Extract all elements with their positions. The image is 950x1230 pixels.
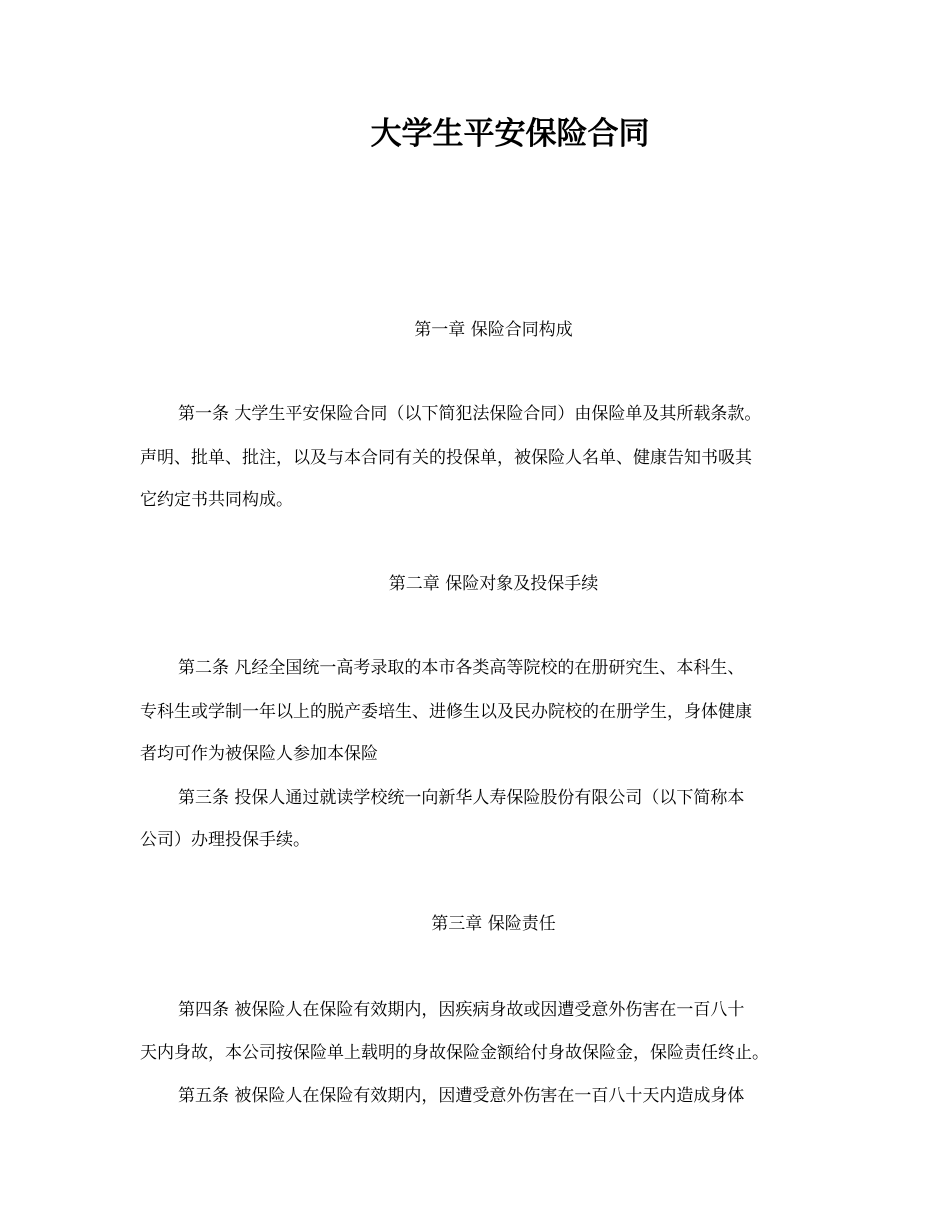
- article-4-line-1: 第四条 被保险人在保险有效期内，因疾病身故或因遭受意外伤害在一百八十: [178, 1000, 745, 1020]
- chapter-3-heading: 第三章 保险责任: [431, 914, 556, 934]
- article-5-line-1: 第五条 被保险人在保险有效期内，因遭受意外伤害在一百八十天内造成身体: [178, 1086, 745, 1106]
- article-2-line-2: 专科生或学制一年以上的脱产委培生、进修生以及民办院校的在册学生，身体健康: [140, 702, 752, 722]
- article-3-line-1: 第三条 投保人通过就读学校统一向新华人寿保险股份有限公司（以下简称本: [178, 788, 745, 808]
- article-1-line-3: 它约定书共同构成。: [140, 490, 293, 510]
- chapter-1-heading: 第一章 保险合同构成: [414, 320, 573, 340]
- article-2-line-1: 第二条 凡经全国统一高考录取的本市各类高等院校的在册研究生、本科生、: [178, 658, 745, 678]
- article-3-line-2: 公司）办理投保手续。: [140, 830, 310, 850]
- document-title: 大学生平安保险合同: [370, 116, 650, 152]
- article-1-line-2: 声明、批单、批注，以及与本合同有关的投保单，被保险人名单、健康告知书吸其: [140, 448, 752, 468]
- article-1-line-1: 第一条 大学生平安保险合同（以下简犯法保险合同）由保险单及其所载条款。: [178, 404, 762, 424]
- article-4-line-2: 天内身故，本公司按保险单上载明的身故保险金额给付身故保险金，保险责任终止。: [140, 1043, 769, 1063]
- article-2-line-3: 者均可作为被保险人参加本保险: [140, 744, 378, 764]
- chapter-2-heading: 第二章 保险对象及投保手续: [388, 574, 599, 594]
